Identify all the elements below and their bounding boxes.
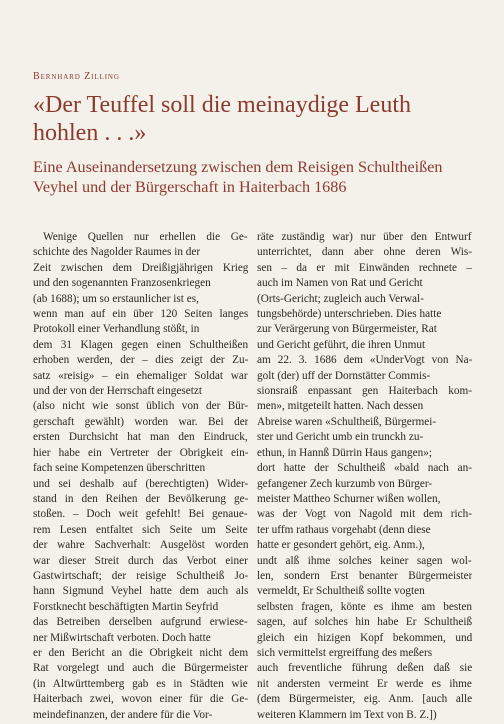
text-line: Abreise waren «Schultheiß, Bürgermei- [257, 415, 437, 428]
text-line: (in Altwürttemberg gab es in Städten wie [33, 677, 248, 690]
text-line: ner Mißwirtschaft verboten. Doch hatte [33, 631, 211, 644]
text-line: Zeit zwischen dem Dreißigjährigen Krieg [33, 261, 248, 274]
text-line: das Betreiben derselben aufgrund erwiese- [33, 616, 248, 629]
text-column-left [33, 230, 248, 723]
text-line: wenn man auf ein über 120 Seiten langes [33, 308, 248, 321]
text-line: gerschaft gewählt) worden war. Bei der [33, 415, 248, 428]
text-line: hatte er gesondert gehört, eig. Anm.), [257, 539, 425, 552]
text-line: stoßen. – Doch weit gefehlt! Bei genaue- [33, 508, 248, 521]
text-line: sen – da er mit Einwänden rechnete – [257, 261, 472, 274]
text-line: tungsbehörde) unterschrieben. Dies hatte [257, 308, 442, 321]
text-line: sionsraiß enpassant gen Haiterbach kom- [257, 385, 472, 398]
text-line: was der Vogt von Nagold mit dem rich- [257, 508, 472, 521]
text-line: und sei deshalb auf (berechtigten) Wider- [33, 477, 248, 490]
text-line: auch freventliche führung deßen daß sie [257, 662, 472, 675]
text-line: gefangener Zech kurzumb von Bürger- [257, 477, 433, 490]
text-line: meister Mattheo Schurner wißen wollen, [257, 492, 441, 505]
text-line: Gastwirtschaft; der reisige Schultheiß Jo- [33, 569, 248, 582]
text-line: auch im Namen von Rat und Gericht [257, 277, 423, 290]
text-line: selbsten fragen, könte es ihme am besten [257, 600, 472, 613]
text-line: ster und Gericht umb ein trunckh zu- [257, 431, 424, 444]
text-line: ter uffm rathaus vorgehabt (denn diese [257, 523, 431, 536]
text-line: (dem Bürgermeister, eig. Anm. [auch alle [257, 693, 472, 706]
text-line: am 22. 3. 1686 dem «UnderVogt von Na- [257, 354, 472, 367]
text-line: er den Bericht an die Obrigkeit nicht dem [33, 646, 248, 659]
text-line: (Orts-Gericht; zugleich auch Verwal- [257, 292, 424, 305]
text-line: hann Sigmund Veyhel hatte dem auch als [33, 585, 248, 598]
text-line: Haiterbach zwei, wovon einer für die Ge- [33, 693, 248, 706]
text-line: satz «reisig» – ein ehemaliger Soldat war [33, 369, 248, 382]
text-line: ethun, in Hannß Dürrin Haus gangen»; [257, 446, 432, 459]
article-title: «Der Teuffel soll die meinaydige Leuth hohlen . . .» [33, 92, 411, 146]
text-line: dort hatte der Schultheiß «bald nach an- [257, 462, 472, 475]
text-line: vermeldt, Er Schultheiß sollte vogten [257, 585, 425, 598]
text-line: meindefinanzen, der andere für die Vor- [33, 708, 213, 721]
text-line: schichte des Nagolder Raumes in der [33, 246, 201, 259]
text-line: men», mitgeteilt hatten. Nach dessen [257, 400, 424, 413]
text-line: erhoben werden, der – dies zeigt der Zu- [33, 354, 248, 367]
text-line: und der von der Herrschaft eingesetzt [33, 385, 202, 398]
text-line: unterrichtet, dann aber ohne deren Wis- [257, 246, 472, 259]
text-line: und Gericht geführt, die ihren Unmut [257, 338, 426, 351]
text-line: zur Verärgerung von Bürgermeister, Rat [257, 323, 437, 336]
text-line: räte zuständig war) nur über den Entwurf [257, 231, 472, 243]
text-line: Forstknecht beschäftigten Martin Seyfrid [33, 600, 219, 613]
text-line: stand in den Reihen der Bevölkerung ge- [33, 492, 248, 505]
text-line: len, sondern Erst benanter Bürgermeister [257, 569, 472, 582]
article-subtitle: Eine Auseinandersetzung zwischen dem Reisigen Schultheißen Veyhel und der Bürgerschaft in Haiterbach 1686 [33, 158, 443, 196]
text-column-right [257, 230, 472, 723]
text-line: war dieser Streit durch das Verbot einer [33, 554, 248, 567]
text-line: und den sogenannten Franzosenkriegen [33, 277, 211, 290]
text-line: Rat vorgelegt und auch die Bürgermeister [33, 662, 248, 675]
text-line: gleich ein hizigen Kopf bekommen, und [257, 631, 472, 644]
text-line: rem Lesen entfaltet sich Seite um Seite [33, 523, 248, 536]
text-line: hier habe ein Vertreter der Obrigkeit ein- [33, 446, 248, 459]
text-line: Protokoll einer Verhandlung stößt, in [33, 323, 200, 336]
text-line: (ab 1688); um so erstaunlicher ist es, [33, 292, 199, 305]
text-line: der wahre Sachverhalt: Ausgelöst worden [33, 539, 248, 552]
text-line: golt (der) uff der Dornstätter Commis- [257, 369, 431, 382]
text-line: ersten Durchsicht hat man den Eindruck, [33, 431, 248, 444]
text-line: fach seine Kompetenzen überschritten [33, 462, 206, 475]
text-line: sich vermittelst ergreiffung des meßers [257, 646, 433, 659]
text-line: nit andersten vermeint Er werde es ihme [257, 677, 472, 690]
text-line: sagen, auf solches hin habe Er Schultheiß [257, 616, 472, 629]
text-line: Wenige Quellen nur erhellen die Ge- [43, 231, 248, 243]
text-line: (also nicht wie sonst üblich von der Bür- [33, 400, 248, 413]
text-line: dem 31 Klagen gegen einen Schultheißen [33, 338, 248, 351]
text-line: undt alß ihme solches keiner sagen wol- [257, 554, 472, 567]
text-line: weiteren Klammern im Text von B. Z.]) [257, 708, 437, 721]
author-name: Bernhard Zilling [33, 71, 120, 82]
